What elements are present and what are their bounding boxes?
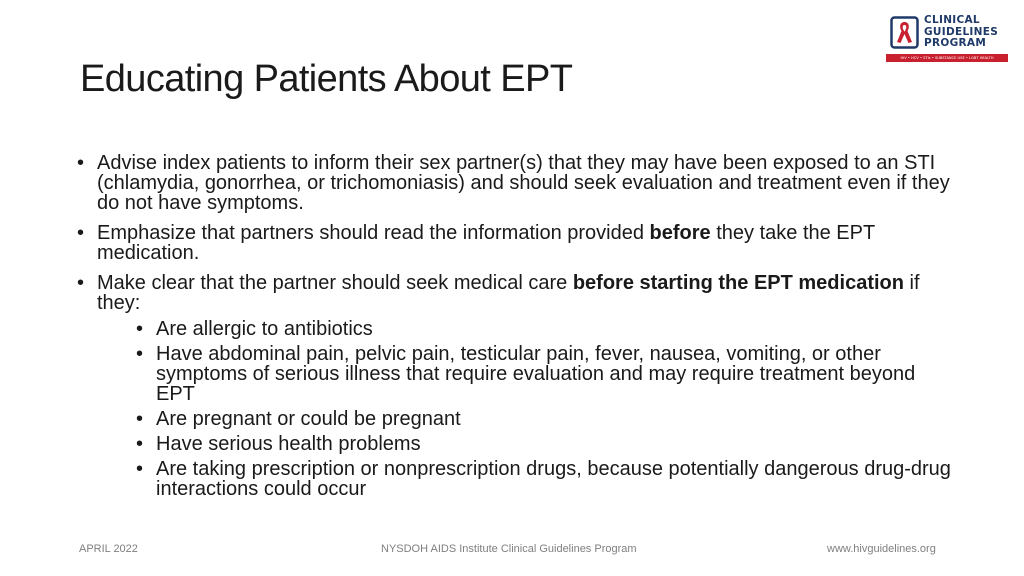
bullet-text: Advise index patients to inform their sex partner(s) that they may have been exposed to an STI (chlamydia, gonorrhea, or trichomoniasis) and should seek evaluation and treatment even if they do not have symptoms. <box>97 152 950 214</box>
bullet-text-post: if they: <box>97 272 920 314</box>
logo-line-3: PROGRAM <box>924 37 987 49</box>
bullet-text-bold: before starting the EPT medication <box>572 272 904 294</box>
slide-title: Educating Patients About EPT <box>80 58 573 100</box>
footer-url: www.hivguidelines.org <box>827 543 936 555</box>
red-ribbon-icon <box>890 16 922 52</box>
bullet-text-pre: Emphasize that partners should read the information provided <box>97 222 650 244</box>
bullet-item <box>77 153 957 213</box>
logo-line-2: GUIDELINES <box>924 25 999 38</box>
bullet-text-bold: before <box>649 222 711 244</box>
footer-org: NYSDOH AIDS Institute Clinical Guidelines Program <box>381 543 637 555</box>
bullet-list <box>77 153 957 509</box>
sub-bullet-item: • Have abdominal pain, pelvic pain, testicular pain, fever, nausea, vomiting, or other symptoms of serious illness that require evaluation and may require treatment beyond EPT <box>136 344 957 404</box>
bullet-text-post: they take the EPT medication. <box>97 222 875 264</box>
clinical-guidelines-logo <box>886 14 1008 64</box>
footer-date: APRIL 2022 <box>79 543 138 555</box>
sub-bullet-item: • Are allergic to antibiotics <box>136 319 957 339</box>
sub-bullet-item: • Have serious health problems <box>136 434 957 454</box>
bullet-text-pre: Make clear that the partner should seek medical care <box>97 272 573 294</box>
bullet-item <box>77 223 957 263</box>
logo-tagline: HIV • HCV • STIs • SUBSTANCE USE • LGBT HEALTH <box>886 54 1008 62</box>
bullet-item <box>77 273 957 499</box>
sub-bullet-list <box>136 319 957 499</box>
sub-bullet-item: • Are pregnant or could be pregnant <box>136 409 957 429</box>
sub-bullet-item: • Are taking prescription or nonprescription drugs, because potentially dangerous drug-drug interactions could occur <box>136 459 957 499</box>
logo-wordmark <box>924 15 998 50</box>
logo-line-1: CLINICAL <box>924 14 980 26</box>
